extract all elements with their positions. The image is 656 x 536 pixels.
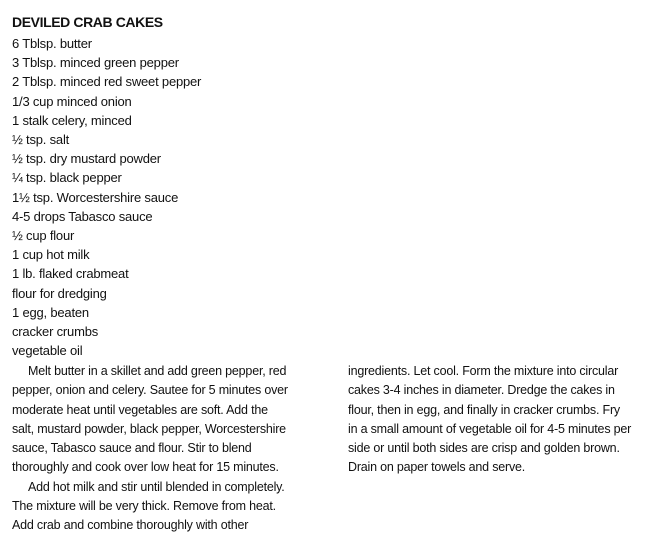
ingredient-item: 2 Tblsp. minced red sweet pepper: [12, 74, 202, 90]
ingredient-item: 1 egg, beaten: [12, 304, 89, 320]
ingredient-item: flour for dredging: [12, 285, 107, 301]
ingredient-item: 1 cup hot milk: [12, 247, 90, 263]
instruction-line: in a small amount of vegetable oil for 4-5 minutes per: [348, 421, 632, 436]
instruction-paragraph-3: [348, 362, 648, 478]
ingredient-item: ½ cup flour: [12, 228, 75, 244]
instruction-line: Melt butter in a skillet and add green pepper, red: [28, 364, 287, 378]
instructions-right-column: [348, 362, 648, 478]
ingredient-item: 6 Tblsp. butter: [12, 36, 92, 51]
instructions-left-column: [12, 362, 332, 536]
ingredient-item: ½ tsp. dry mustard powder: [12, 151, 161, 167]
ingredient-item: cracker crumbs: [12, 324, 99, 340]
ingredient-item: vegetable oil: [12, 343, 83, 359]
ingredient-item: 1/3 cup minced onion: [12, 93, 132, 109]
ingredient-list: [12, 34, 201, 360]
ingredient-item: 1 lb. flaked crabmeat: [12, 266, 129, 282]
ingredient-item: 4-5 drops Tabasco sauce: [12, 208, 153, 224]
ingredient-item: 3 Tblsp. minced green pepper: [12, 55, 179, 71]
instruction-line: cakes 3-4 inches in diameter. Dredge the cakes in: [348, 383, 615, 398]
instruction-line: Add hot milk and stir until blended in completely.: [28, 479, 285, 494]
instruction-line: Add crab and combine thoroughly with other: [12, 518, 249, 533]
instruction-line: moderate heat until vegetables are soft. Add the: [12, 402, 268, 417]
instruction-paragraph-1: [12, 362, 332, 478]
instruction-line: salt, mustard powder, black pepper, Worcestershire: [12, 421, 286, 436]
ingredient-item: 1½ tsp. Worcestershire sauce: [12, 189, 179, 205]
instruction-line: ingredients. Let cool. Form the mixture into circular: [348, 364, 619, 378]
instruction-line: side or until both sides are crisp and golden brown.: [348, 441, 620, 456]
ingredient-item: ¼ tsp. black pepper: [12, 170, 122, 186]
recipe-title: DEVILED CRAB CAKES: [12, 14, 163, 30]
instruction-line: The mixture will be very thick. Remove from heat.: [12, 499, 276, 514]
instruction-line: sauce, Tabasco sauce and flour. Stir to blend: [12, 441, 252, 456]
instruction-line: flour, then in egg, and finally in cracker crumbs. Fry: [348, 402, 620, 417]
ingredient-item: ½ tsp. salt: [12, 132, 70, 148]
ingredient-item: 1 stalk celery, minced: [12, 112, 132, 128]
instruction-line: thoroughly and cook over low heat for 15 minutes.: [12, 460, 279, 475]
instruction-line: Drain on paper towels and serve.: [348, 460, 526, 475]
instruction-paragraph-2: [12, 478, 332, 536]
instruction-line: pepper, onion and celery. Sautee for 5 minutes over: [12, 383, 288, 398]
